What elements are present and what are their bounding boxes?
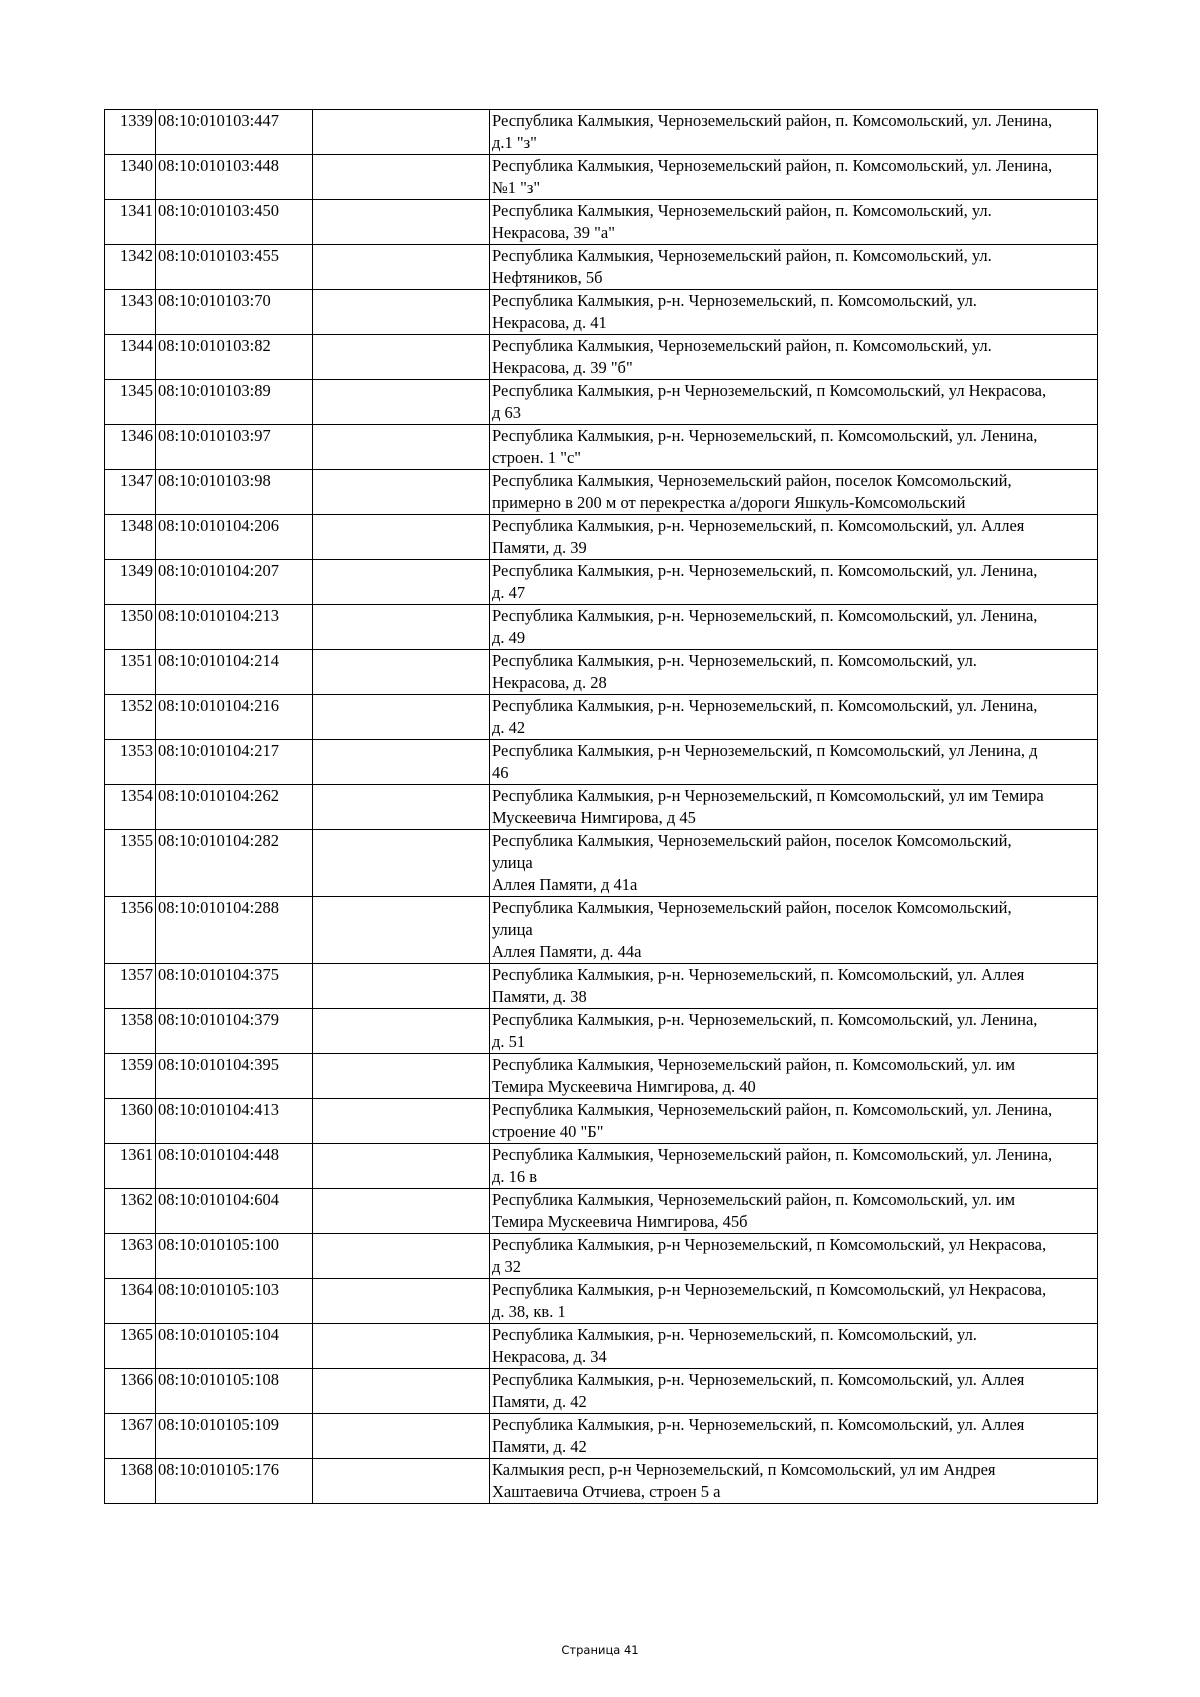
table-row xyxy=(105,830,1098,897)
cadastral-number-cell: 08:10:010104:207 xyxy=(156,560,313,605)
empty-cell xyxy=(313,1189,490,1234)
table-row xyxy=(105,785,1098,830)
row-number-cell: 1363 xyxy=(105,1234,156,1279)
row-number-cell: 1353 xyxy=(105,740,156,785)
empty-cell xyxy=(313,200,490,245)
cadastral-number-cell: 08:10:010105:103 xyxy=(156,1279,313,1324)
address-cell: Республика Калмыкия, Черноземельский район, п. Комсомольский, ул. Нефтяников, 5б xyxy=(490,245,1098,290)
empty-cell xyxy=(313,1324,490,1369)
empty-cell xyxy=(313,1099,490,1144)
empty-cell xyxy=(313,785,490,830)
address-cell: Республика Калмыкия, р-н Черноземельский, п Комсомольский, ул Некрасова, д 32 xyxy=(490,1234,1098,1279)
cadastral-number-cell: 08:10:010103:455 xyxy=(156,245,313,290)
cadastral-number-cell: 08:10:010103:70 xyxy=(156,290,313,335)
empty-cell xyxy=(313,1009,490,1054)
address-cell: Республика Калмыкия, Черноземельский район, п. Комсомольский, ул. Некрасова, 39 "а" xyxy=(490,200,1098,245)
table-row xyxy=(105,290,1098,335)
table-row xyxy=(105,245,1098,290)
table-row xyxy=(105,155,1098,200)
empty-cell xyxy=(313,605,490,650)
empty-cell xyxy=(313,470,490,515)
row-number-cell: 1362 xyxy=(105,1189,156,1234)
address-cell: Республика Калмыкия, р-н. Черноземельский, п. Комсомольский, ул. Ленина, строен. 1 "с" xyxy=(490,425,1098,470)
table-row xyxy=(105,425,1098,470)
empty-cell xyxy=(313,110,490,155)
cadastral-number-cell: 08:10:010103:82 xyxy=(156,335,313,380)
empty-cell xyxy=(313,380,490,425)
row-number-cell: 1364 xyxy=(105,1279,156,1324)
cadastral-number-cell: 08:10:010105:104 xyxy=(156,1324,313,1369)
cadastral-number-cell: 08:10:010104:282 xyxy=(156,830,313,897)
address-cell: Калмыкия респ, р-н Черноземельский, п Комсомольский, ул им Андрея Хаштаевича Отчиева, строен 5 а xyxy=(490,1459,1098,1504)
cadastral-number-cell: 08:10:010103:89 xyxy=(156,380,313,425)
cadastral-number-cell: 08:10:010105:109 xyxy=(156,1414,313,1459)
address-cell: Республика Калмыкия, Черноземельский район, п. Комсомольский, ул. Ленина, д.1 "з" xyxy=(490,110,1098,155)
cadastral-number-cell: 08:10:010105:108 xyxy=(156,1369,313,1414)
table-row xyxy=(105,335,1098,380)
cadastral-number-cell: 08:10:010103:97 xyxy=(156,425,313,470)
empty-cell xyxy=(313,1459,490,1504)
address-cell: Республика Калмыкия, Черноземельский район, п. Комсомольский, ул. им Темира Мускеевича Нимгирова, 45б xyxy=(490,1189,1098,1234)
empty-cell xyxy=(313,560,490,605)
table-row xyxy=(105,1009,1098,1054)
row-number-cell: 1348 xyxy=(105,515,156,560)
address-cell: Республика Калмыкия, Черноземельский район, поселок Комсомольский, улица Аллея Памяти, д 41а xyxy=(490,830,1098,897)
empty-cell xyxy=(313,695,490,740)
table-row xyxy=(105,380,1098,425)
cadastral-number-cell: 08:10:010104:375 xyxy=(156,964,313,1009)
address-cell: Республика Калмыкия, р-н. Черноземельский, п. Комсомольский, ул. Аллея Памяти, д. 38 xyxy=(490,964,1098,1009)
table-row xyxy=(105,1234,1098,1279)
table-row xyxy=(105,695,1098,740)
empty-cell xyxy=(313,650,490,695)
cadastral-number-cell: 08:10:010103:450 xyxy=(156,200,313,245)
address-cell: Республика Калмыкия, р-н. Черноземельский, п. Комсомольский, ул. Ленина, д. 49 xyxy=(490,605,1098,650)
address-cell: Республика Калмыкия, р-н Черноземельский, п Комсомольский, ул Некрасова, д. 38, кв. 1 xyxy=(490,1279,1098,1324)
empty-cell xyxy=(313,830,490,897)
registry-table-body xyxy=(105,110,1098,1504)
address-cell: Республика Калмыкия, р-н. Черноземельский, п. Комсомольский, ул. Ленина, д. 51 xyxy=(490,1009,1098,1054)
row-number-cell: 1365 xyxy=(105,1324,156,1369)
empty-cell xyxy=(313,1144,490,1189)
empty-cell xyxy=(313,740,490,785)
cadastral-number-cell: 08:10:010104:206 xyxy=(156,515,313,560)
cadastral-number-cell: 08:10:010104:288 xyxy=(156,897,313,964)
address-cell: Республика Калмыкия, Черноземельский район, п. Комсомольский, ул. Ленина, строение 40 "Б" xyxy=(490,1099,1098,1144)
address-cell: Республика Калмыкия, р-н. Черноземельский, п. Комсомольский, ул. Аллея Памяти, д. 42 xyxy=(490,1414,1098,1459)
row-number-cell: 1344 xyxy=(105,335,156,380)
empty-cell xyxy=(313,964,490,1009)
empty-cell xyxy=(313,1234,490,1279)
empty-cell xyxy=(313,425,490,470)
row-number-cell: 1340 xyxy=(105,155,156,200)
table-row xyxy=(105,650,1098,695)
cadastral-number-cell: 08:10:010103:448 xyxy=(156,155,313,200)
row-number-cell: 1352 xyxy=(105,695,156,740)
address-cell: Республика Калмыкия, р-н. Черноземельский, п. Комсомольский, ул. Ленина, д. 47 xyxy=(490,560,1098,605)
address-cell: Республика Калмыкия, р-н. Черноземельский, п. Комсомольский, ул. Некрасова, д. 41 xyxy=(490,290,1098,335)
row-number-cell: 1349 xyxy=(105,560,156,605)
row-number-cell: 1345 xyxy=(105,380,156,425)
cadastral-number-cell: 08:10:010104:213 xyxy=(156,605,313,650)
address-cell: Республика Калмыкия, Черноземельский район, п. Комсомольский, ул. Ленина, д. 16 в xyxy=(490,1144,1098,1189)
table-row xyxy=(105,897,1098,964)
cadastral-number-cell: 08:10:010105:100 xyxy=(156,1234,313,1279)
address-cell: Республика Калмыкия, р-н. Черноземельский, п. Комсомольский, ул. Ленина, д. 42 xyxy=(490,695,1098,740)
empty-cell xyxy=(313,290,490,335)
table-row xyxy=(105,740,1098,785)
cadastral-number-cell: 08:10:010104:413 xyxy=(156,1099,313,1144)
table-row xyxy=(105,1099,1098,1144)
address-cell: Республика Калмыкия, р-н. Черноземельский, п. Комсомольский, ул. Некрасова, д. 28 xyxy=(490,650,1098,695)
row-number-cell: 1361 xyxy=(105,1144,156,1189)
empty-cell xyxy=(313,897,490,964)
empty-cell xyxy=(313,515,490,560)
address-cell: Республика Калмыкия, Черноземельский район, п. Комсомольский, ул. им Темира Мускеевича Нимгирова, д. 40 xyxy=(490,1054,1098,1099)
row-number-cell: 1368 xyxy=(105,1459,156,1504)
table-row xyxy=(105,110,1098,155)
row-number-cell: 1355 xyxy=(105,830,156,897)
row-number-cell: 1341 xyxy=(105,200,156,245)
address-cell: Республика Калмыкия, р-н. Черноземельский, п. Комсомольский, ул. Некрасова, д. 34 xyxy=(490,1324,1098,1369)
row-number-cell: 1342 xyxy=(105,245,156,290)
row-number-cell: 1350 xyxy=(105,605,156,650)
cadastral-number-cell: 08:10:010104:214 xyxy=(156,650,313,695)
table-row xyxy=(105,470,1098,515)
table-row xyxy=(105,560,1098,605)
cadastral-number-cell: 08:10:010103:447 xyxy=(156,110,313,155)
row-number-cell: 1360 xyxy=(105,1099,156,1144)
row-number-cell: 1339 xyxy=(105,110,156,155)
row-number-cell: 1356 xyxy=(105,897,156,964)
cadastral-number-cell: 08:10:010104:395 xyxy=(156,1054,313,1099)
table-row xyxy=(105,1279,1098,1324)
row-number-cell: 1366 xyxy=(105,1369,156,1414)
row-number-cell: 1359 xyxy=(105,1054,156,1099)
empty-cell xyxy=(313,1054,490,1099)
address-cell: Республика Калмыкия, р-н. Черноземельский, п. Комсомольский, ул. Аллея Памяти, д. 39 xyxy=(490,515,1098,560)
row-number-cell: 1354 xyxy=(105,785,156,830)
registry-table xyxy=(104,109,1098,1504)
page-number: Страница 41 xyxy=(561,1643,639,1657)
table-row xyxy=(105,1414,1098,1459)
cadastral-number-cell: 08:10:010104:448 xyxy=(156,1144,313,1189)
cadastral-number-cell: 08:10:010104:216 xyxy=(156,695,313,740)
table-row xyxy=(105,1144,1098,1189)
row-number-cell: 1367 xyxy=(105,1414,156,1459)
table-row xyxy=(105,1459,1098,1504)
address-cell: Республика Калмыкия, Черноземельский район, поселок Комсомольский, улица Аллея Памяти, д. 44а xyxy=(490,897,1098,964)
cadastral-number-cell: 08:10:010103:98 xyxy=(156,470,313,515)
cadastral-number-cell: 08:10:010105:176 xyxy=(156,1459,313,1504)
cadastral-number-cell: 08:10:010104:604 xyxy=(156,1189,313,1234)
row-number-cell: 1347 xyxy=(105,470,156,515)
table-row xyxy=(105,1324,1098,1369)
cadastral-number-cell: 08:10:010104:262 xyxy=(156,785,313,830)
table-row xyxy=(105,1369,1098,1414)
cadastral-number-cell: 08:10:010104:379 xyxy=(156,1009,313,1054)
table-row xyxy=(105,200,1098,245)
address-cell: Республика Калмыкия, р-н Черноземельский, п Комсомольский, ул им Темира Мускеевича Нимгирова, д 45 xyxy=(490,785,1098,830)
empty-cell xyxy=(313,335,490,380)
empty-cell xyxy=(313,155,490,200)
address-cell: Республика Калмыкия, Черноземельский район, п. Комсомольский, ул. Некрасова, д. 39 "б" xyxy=(490,335,1098,380)
cadastral-number-cell: 08:10:010104:217 xyxy=(156,740,313,785)
table-row xyxy=(105,1189,1098,1234)
address-cell: Республика Калмыкия, Черноземельский район, п. Комсомольский, ул. Ленина, №1 "з" xyxy=(490,155,1098,200)
row-number-cell: 1343 xyxy=(105,290,156,335)
row-number-cell: 1351 xyxy=(105,650,156,695)
table-row xyxy=(105,515,1098,560)
empty-cell xyxy=(313,245,490,290)
table-row xyxy=(105,605,1098,650)
row-number-cell: 1358 xyxy=(105,1009,156,1054)
row-number-cell: 1346 xyxy=(105,425,156,470)
address-cell: Республика Калмыкия, р-н. Черноземельский, п. Комсомольский, ул. Аллея Памяти, д. 42 xyxy=(490,1369,1098,1414)
address-cell: Республика Калмыкия, р-н Черноземельский, п Комсомольский, ул Некрасова, д 63 xyxy=(490,380,1098,425)
row-number-cell: 1357 xyxy=(105,964,156,1009)
empty-cell xyxy=(313,1279,490,1324)
table-row xyxy=(105,1054,1098,1099)
empty-cell xyxy=(313,1414,490,1459)
address-cell: Республика Калмыкия, р-н Черноземельский, п Комсомольский, ул Ленина, д 46 xyxy=(490,740,1098,785)
empty-cell xyxy=(313,1369,490,1414)
address-cell: Республика Калмыкия, Черноземельский район, поселок Комсомольский, примерно в 200 м от перекрестка а/дороги Яшкуль-Комсомольский xyxy=(490,470,1098,515)
table-row xyxy=(105,964,1098,1009)
